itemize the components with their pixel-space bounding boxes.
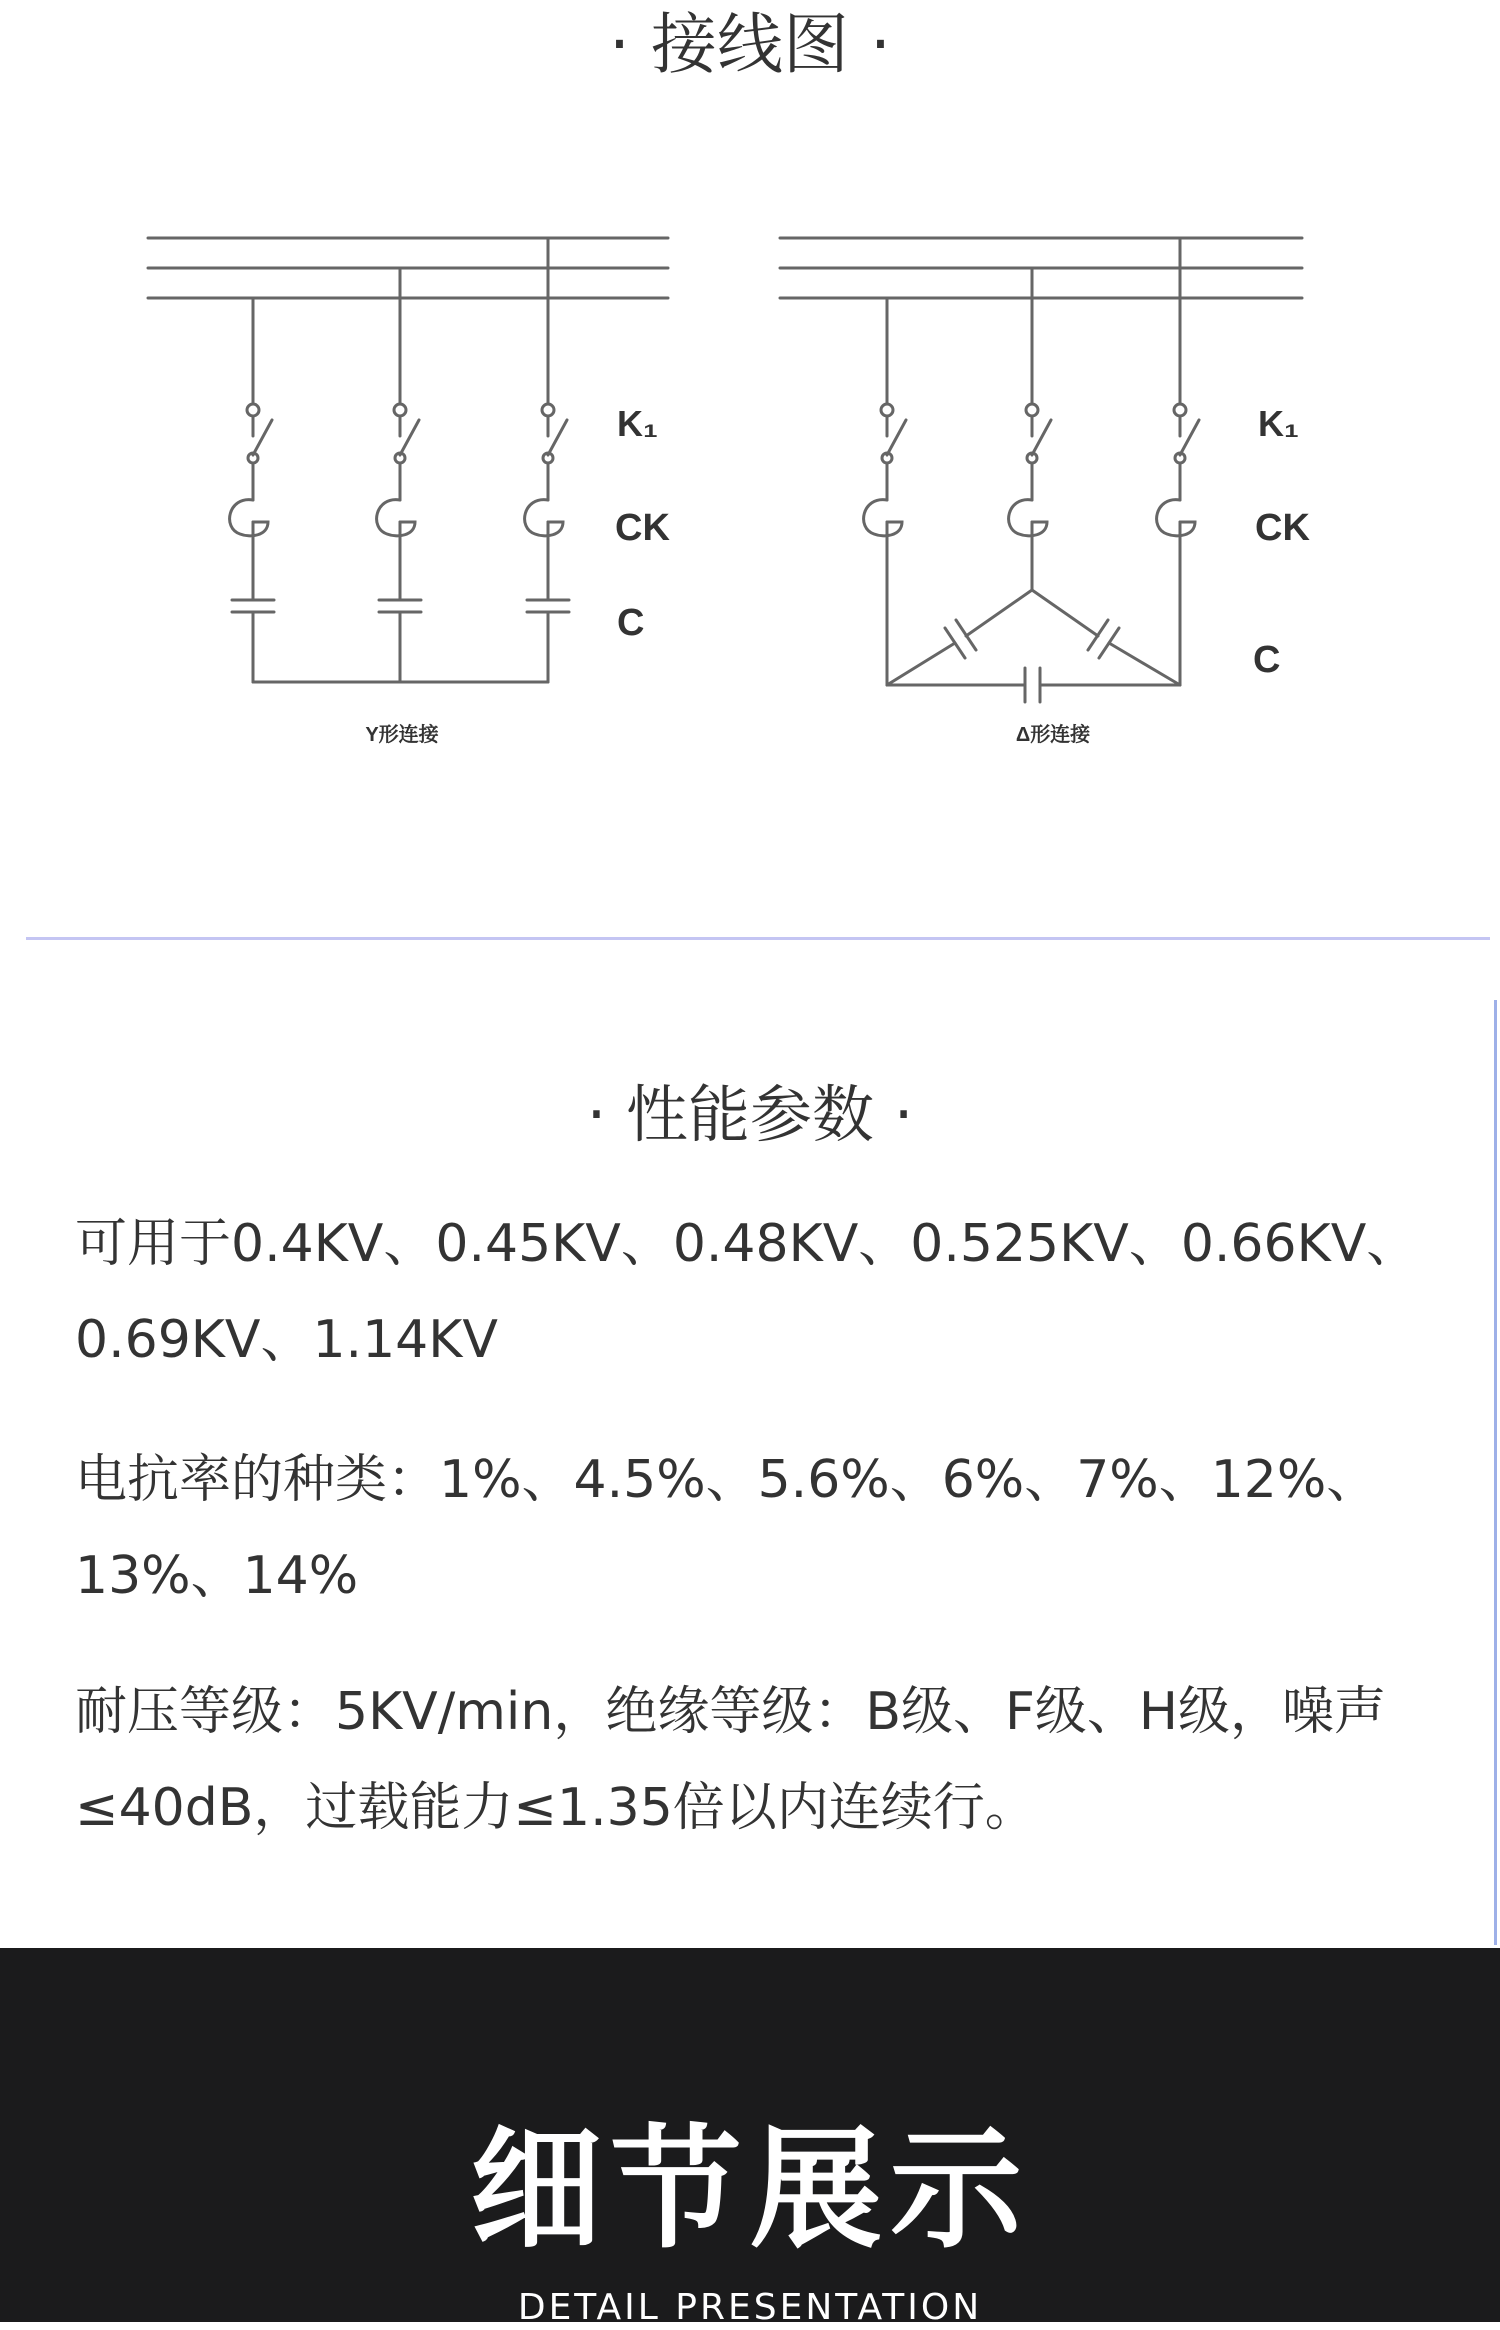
- y-caption: Y形连接: [365, 724, 439, 746]
- insulation-spec-text: 耐压等级：5KV/min，绝缘等级：B级、F级、H级，噪声≤40dB，过载能力≤1.35倍以内连续行。: [75, 1682, 1387, 1838]
- y-label-c: C: [617, 602, 645, 644]
- delta-label-k1: K₁: [1258, 403, 1299, 444]
- y-label-k1: K₁: [617, 403, 658, 444]
- wiring-diagram: [0, 0, 1500, 960]
- detail-title: 细节展示: [470, 2113, 1030, 2267]
- delta-caption: Δ形连接: [1015, 724, 1091, 746]
- y-label-ck: CK: [615, 507, 670, 549]
- performance-title: · 性能参数 ·: [586, 1078, 914, 1151]
- section-divider: [26, 937, 1490, 940]
- wiring-diagram-title: · 接线图 ·: [609, 6, 891, 83]
- delta-label-c: C: [1253, 639, 1281, 681]
- voltage-range-text: 可用于0.4KV、0.45KV、0.48KV、0.525KV、0.66KV、0.69KV、1.14KV: [75, 1214, 1419, 1370]
- delta-label-ck: CK: [1255, 507, 1310, 549]
- detail-subtitle: DETAIL PRESENTATION: [517, 2287, 983, 2328]
- reactance-rate-text: 电抗率的种类：1%、4.5%、5.6%、6%、7%、12%、13%、14%: [75, 1450, 1379, 1606]
